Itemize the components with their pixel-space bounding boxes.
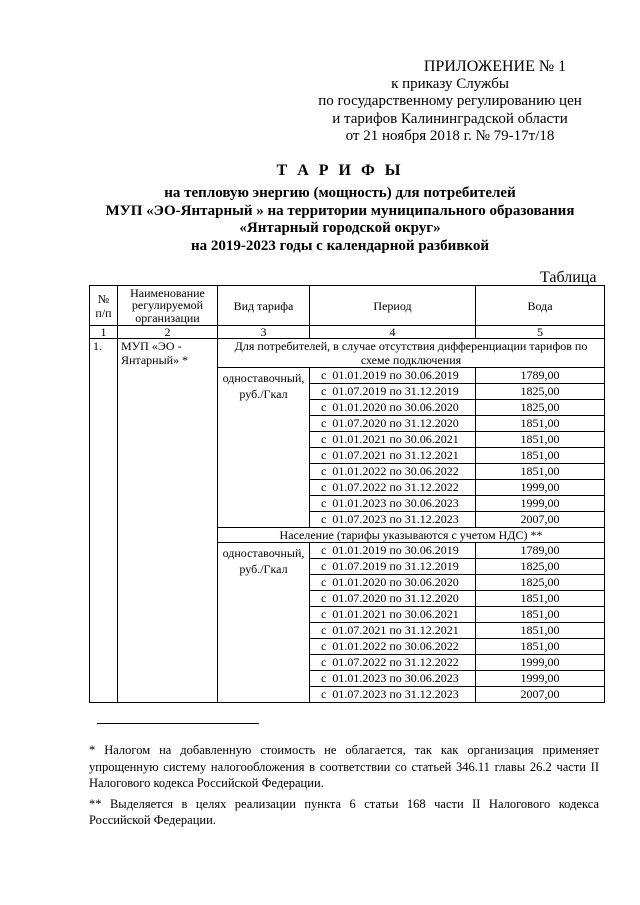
water-tariff-value: 2007,00 xyxy=(476,687,605,703)
water-tariff-value: 1789,00 xyxy=(476,543,605,559)
header-org: Наименование регулируемой организации xyxy=(118,286,218,326)
period-range: 01.07.2023 по 31.12.2023 xyxy=(332,512,459,526)
tariff-table xyxy=(89,285,605,703)
period-range: 01.07.2019 по 31.12.2019 xyxy=(332,559,459,573)
water-tariff-value: 1851,00 xyxy=(476,464,605,480)
period-range: 01.01.2020 по 30.06.2020 xyxy=(332,400,459,414)
subtitle-line-2: МУП «ЭО-Янтарный » на территории муниципального образования xyxy=(105,202,575,219)
water-tariff-value: 1851,00 xyxy=(476,623,605,639)
appendix-number: ПРИЛОЖЕНИЕ № 1 xyxy=(423,58,567,75)
water-tariff-value: 1851,00 xyxy=(476,591,605,607)
water-tariff-value: 2007,00 xyxy=(476,512,605,528)
document-title: Т А Р И Ф Ы xyxy=(276,162,404,179)
period-cell xyxy=(310,432,476,448)
period-prefix: с xyxy=(321,671,327,685)
period-prefix: с xyxy=(321,464,327,478)
period-prefix: с xyxy=(321,368,327,382)
water-tariff-value: 1851,00 xyxy=(476,432,605,448)
period-range: 01.07.2021 по 31.12.2021 xyxy=(332,448,459,462)
period-cell xyxy=(310,416,476,432)
appendix-service: по государственному регулированию цен xyxy=(318,93,582,109)
column-number-row xyxy=(90,326,605,339)
col-number: 1 xyxy=(90,326,118,339)
water-tariff-value: 1851,00 xyxy=(476,416,605,432)
period-range: 01.07.2021 по 31.12.2021 xyxy=(332,623,459,637)
appendix-header xyxy=(300,58,600,146)
period-range: 01.01.2023 по 30.06.2023 xyxy=(332,671,459,685)
footnote-divider xyxy=(97,723,259,724)
water-tariff-value: 1851,00 xyxy=(476,448,605,464)
period-cell xyxy=(310,480,476,496)
appendix-date: от 21 ноября 2018 г. № 79-17т/18 xyxy=(345,128,555,144)
footnote-1: * Налогом на добавленную стоимость не облагается, так как организация применяет упрощенную систему налогообложения в соответствии со статьей 346.11 главы 26.2 части II Налогового кодекса Российской Федерации. xyxy=(89,743,599,790)
section-title-row xyxy=(90,339,605,368)
period-range: 01.07.2022 по 31.12.2022 xyxy=(332,655,459,669)
subtitle-line-3: «Янтарный городской округ» xyxy=(239,220,441,236)
period-range: 01.01.2019 по 30.06.2019 xyxy=(332,543,459,557)
appendix-order: к приказу Службы xyxy=(391,75,509,92)
period-prefix: с xyxy=(321,559,327,573)
water-tariff-value: 1851,00 xyxy=(476,607,605,623)
period-range: 01.01.2020 по 30.06.2020 xyxy=(332,575,459,589)
period-prefix: с xyxy=(321,591,327,605)
water-tariff-value: 1999,00 xyxy=(476,496,605,512)
period-range: 01.01.2019 по 30.06.2019 xyxy=(332,368,459,382)
table-label: Таблица xyxy=(540,269,597,286)
period-range: 01.07.2019 по 31.12.2019 xyxy=(332,384,459,398)
col-number: 4 xyxy=(310,326,476,339)
period-prefix: с xyxy=(321,400,327,414)
period-prefix: с xyxy=(321,543,327,557)
period-cell xyxy=(310,655,476,671)
organization-name: МУП «ЭО - Янтарный» * xyxy=(118,339,218,703)
subtitle-line-4: на 2019-2023 годы с календарной разбивкой xyxy=(190,237,490,254)
header-num: № п/п xyxy=(90,286,118,326)
water-tariff-value: 1851,00 xyxy=(476,639,605,655)
period-cell xyxy=(310,448,476,464)
period-prefix: с xyxy=(321,480,327,494)
water-tariff-value: 1825,00 xyxy=(476,400,605,416)
water-tariff-value: 1999,00 xyxy=(476,671,605,687)
period-range: 01.07.2023 по 31.12.2023 xyxy=(332,687,459,701)
period-range: 01.01.2022 по 30.06.2022 xyxy=(332,464,459,478)
water-tariff-value: 1825,00 xyxy=(476,384,605,400)
period-range: 01.07.2020 по 31.12.2020 xyxy=(332,416,459,430)
header-water: Вода xyxy=(476,286,605,326)
section-title: Население (тарифы указываются с учетом НДС) ** xyxy=(218,528,605,543)
col-number: 2 xyxy=(118,326,218,339)
period-prefix: с xyxy=(321,607,327,621)
period-cell xyxy=(310,671,476,687)
period-cell xyxy=(310,384,476,400)
tariff-type: одноставочный, руб./Гкал xyxy=(218,543,310,703)
period-prefix: с xyxy=(321,384,327,398)
tariff-type: одноставочный, руб./Гкал xyxy=(218,368,310,528)
water-tariff-value: 1999,00 xyxy=(476,480,605,496)
water-tariff-value: 1999,00 xyxy=(476,655,605,671)
period-prefix: с xyxy=(321,575,327,589)
water-tariff-value: 1825,00 xyxy=(476,575,605,591)
period-prefix: с xyxy=(321,639,327,653)
period-range: 01.01.2021 по 30.06.2021 xyxy=(332,607,459,621)
period-cell xyxy=(310,591,476,607)
period-range: 01.07.2022 по 31.12.2022 xyxy=(332,480,459,494)
header-type: Вид тарифа xyxy=(218,286,310,326)
row-number: 1. xyxy=(90,339,118,703)
water-tariff-value: 1789,00 xyxy=(476,368,605,384)
period-cell xyxy=(310,575,476,591)
period-prefix: с xyxy=(321,623,327,637)
period-range: 01.01.2021 по 30.06.2021 xyxy=(332,432,459,446)
footnotes xyxy=(89,742,599,833)
period-cell xyxy=(310,368,476,384)
period-prefix: с xyxy=(321,448,327,462)
document-subtitle xyxy=(20,185,640,255)
col-number: 3 xyxy=(218,326,310,339)
period-cell xyxy=(310,623,476,639)
period-range: 01.07.2020 по 31.12.2020 xyxy=(332,591,459,605)
period-cell xyxy=(310,400,476,416)
subtitle-line-1: на тепловую энергию (мощность) для потребителей xyxy=(164,185,516,201)
col-number: 5 xyxy=(476,326,605,339)
period-cell xyxy=(310,543,476,559)
period-range: 01.01.2022 по 30.06.2022 xyxy=(332,639,459,653)
period-prefix: с xyxy=(321,655,327,669)
period-cell xyxy=(310,464,476,480)
period-range: 01.01.2023 по 30.06.2023 xyxy=(332,496,459,510)
period-cell xyxy=(310,607,476,623)
water-tariff-value: 1825,00 xyxy=(476,559,605,575)
period-prefix: с xyxy=(321,687,327,701)
header-row xyxy=(90,286,605,326)
period-cell xyxy=(310,496,476,512)
period-cell xyxy=(310,559,476,575)
footnote-2: ** Выделяется в целях реализации пункта 6 статьи 168 части II Налогового кодекса Российской Федерации. xyxy=(89,796,599,827)
header-period: Период xyxy=(310,286,476,326)
period-cell xyxy=(310,512,476,528)
appendix-region: и тарифов Калининградской области xyxy=(332,110,568,127)
section-title: Для потребителей, в случае отсутствия дифференциации тарифов по схеме подключения xyxy=(218,339,605,368)
period-prefix: с xyxy=(321,432,327,446)
period-prefix: с xyxy=(321,496,327,510)
period-prefix: с xyxy=(321,512,327,526)
period-cell xyxy=(310,639,476,655)
period-prefix: с xyxy=(321,416,327,430)
period-cell xyxy=(310,687,476,703)
